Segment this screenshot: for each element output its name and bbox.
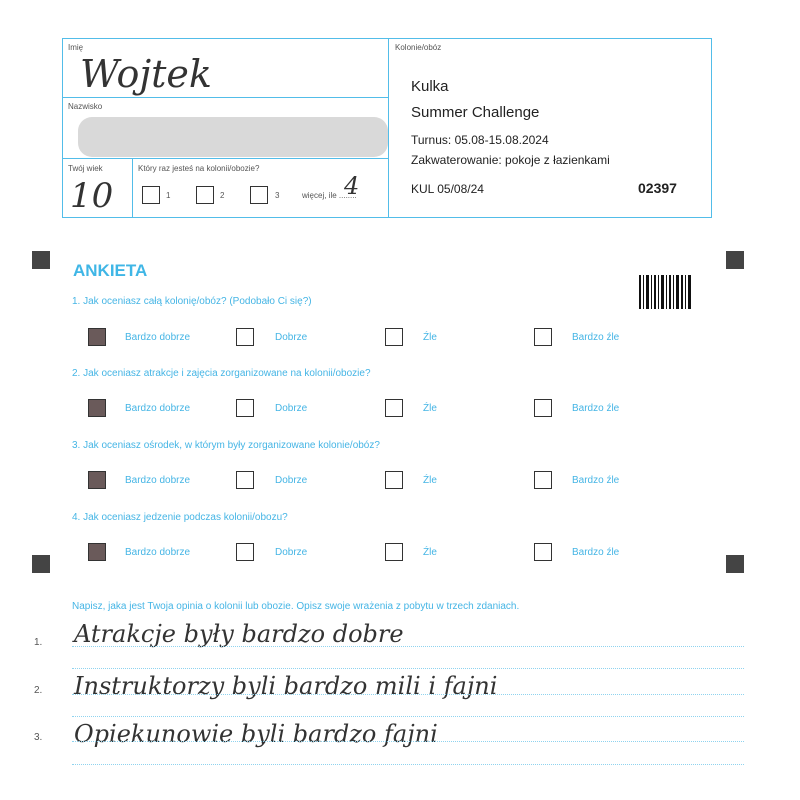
q3-option-checkbox-1[interactable] [88, 471, 106, 489]
answer-line-2b [72, 716, 744, 717]
q4-option-checkbox-3[interactable] [385, 543, 403, 561]
q2-option-checkbox-3[interactable] [385, 399, 403, 417]
answer-2: Instruktorzy byli bardzo mili i fajni [74, 672, 498, 700]
q2-option-label-1: Bardzo dobrze [125, 403, 191, 414]
registration-marker-bottom-left [32, 555, 50, 573]
visit-option-3: 3 [275, 191, 280, 200]
q1-option-label-3: Źle [423, 332, 437, 343]
q3-option-checkbox-4[interactable] [534, 471, 552, 489]
camp-program: Summer Challenge [411, 104, 540, 121]
camp-name: Kulka [411, 78, 449, 95]
q1-option-checkbox-4[interactable] [534, 328, 552, 346]
q1-option-label-4: Bardzo źle [572, 332, 620, 343]
q2-option-checkbox-4[interactable] [534, 399, 552, 417]
question-3: 3. Jak oceniasz ośrodek, w którym były zorganizowane kolonie/obóz? [72, 440, 380, 451]
q2-option-label-3: Źle [423, 403, 437, 414]
age-divider [132, 158, 133, 218]
opinion-prompt: Napisz, jaka jest Twoja opinia o kolonii lub obozie. Opisz swoje wrażenia z pobytu w trzech zdaniach. [72, 601, 520, 612]
more-value: 4 [344, 172, 360, 200]
survey-title: ANKIETA [73, 261, 148, 280]
registration-marker-top-right [726, 251, 744, 269]
camp-code: KUL 05/08/24 [411, 182, 484, 196]
answer-line-2 [72, 694, 744, 695]
q3-option-label-2: Dobrze [275, 475, 308, 486]
q4-option-checkbox-1[interactable] [88, 543, 106, 561]
q2-option-label-2: Dobrze [275, 403, 308, 414]
answer-3: Opiekunowie byli bardzo fajni [74, 720, 438, 748]
age-value: 10 [70, 176, 114, 216]
q1-option-label-1: Bardzo dobrze [125, 332, 191, 343]
answer-1: Atrakcje były bardzo dobre [74, 620, 404, 648]
registration-marker-top-left [32, 251, 50, 269]
q2-option-label-4: Bardzo źle [572, 403, 620, 414]
answer-line-1b [72, 668, 744, 669]
q3-option-label-3: Źle [423, 475, 437, 486]
redaction-bar [78, 117, 388, 157]
accommodation: Zakwaterowanie: pokoje z łazienkami [411, 153, 610, 167]
question-1: 1. Jak oceniasz całą kolonię/obóz? (Podobało Ci się?) [72, 296, 312, 307]
q4-option-label-2: Dobrze [275, 547, 308, 558]
q3-option-label-4: Bardzo źle [572, 475, 620, 486]
answer-line-3 [72, 741, 744, 742]
header-divider-2 [62, 158, 388, 159]
q4-option-label-4: Bardzo źle [572, 547, 620, 558]
camp-label: Kolonie/obóz [395, 43, 442, 52]
visit-checkbox-1[interactable] [142, 186, 160, 204]
q1-option-checkbox-3[interactable] [385, 328, 403, 346]
q4-option-checkbox-2[interactable] [236, 543, 254, 561]
registration-marker-bottom-right [726, 555, 744, 573]
barcode [639, 275, 693, 309]
line-number-2: 2. [34, 685, 43, 696]
question-2: 2. Jak oceniasz atrakcje i zajęcia zorganizowane na kolonii/obozie? [72, 368, 371, 379]
q1-option-checkbox-1[interactable] [88, 328, 106, 346]
more-label: więcej, ile ........ [302, 191, 357, 200]
name-value: Wojtek [80, 52, 212, 96]
visit-checkbox-2[interactable] [196, 186, 214, 204]
visit-option-1: 1 [166, 191, 171, 200]
header-divider-1 [62, 97, 388, 98]
surname-label: Nazwisko [68, 102, 103, 111]
question-4: 4. Jak oceniasz jedzenie podczas kolonii/obozu? [72, 512, 288, 523]
answer-line-1 [72, 646, 744, 647]
form-number: 02397 [638, 180, 677, 196]
q2-option-checkbox-1[interactable] [88, 399, 106, 417]
q2-option-checkbox-2[interactable] [236, 399, 254, 417]
line-number-1: 1. [34, 637, 43, 648]
name-label: Imię [68, 43, 84, 52]
q1-option-label-2: Dobrze [275, 332, 308, 343]
visit-option-2: 2 [220, 191, 225, 200]
answer-line-3b [72, 764, 744, 765]
q4-option-label-1: Bardzo dobrze [125, 547, 191, 558]
visit-label: Który raz jesteś na kolonii/obozie? [138, 164, 260, 173]
q3-option-checkbox-3[interactable] [385, 471, 403, 489]
q3-option-label-1: Bardzo dobrze [125, 475, 191, 486]
turnus: Turnus: 05.08-15.08.2024 [411, 133, 549, 147]
header-divider-vertical [388, 38, 389, 218]
visit-checkbox-3[interactable] [250, 186, 268, 204]
q4-option-label-3: Źle [423, 547, 437, 558]
line-number-3: 3. [34, 732, 43, 743]
q4-option-checkbox-4[interactable] [534, 543, 552, 561]
q3-option-checkbox-2[interactable] [236, 471, 254, 489]
q1-option-checkbox-2[interactable] [236, 328, 254, 346]
age-label: Twój wiek [68, 164, 103, 173]
